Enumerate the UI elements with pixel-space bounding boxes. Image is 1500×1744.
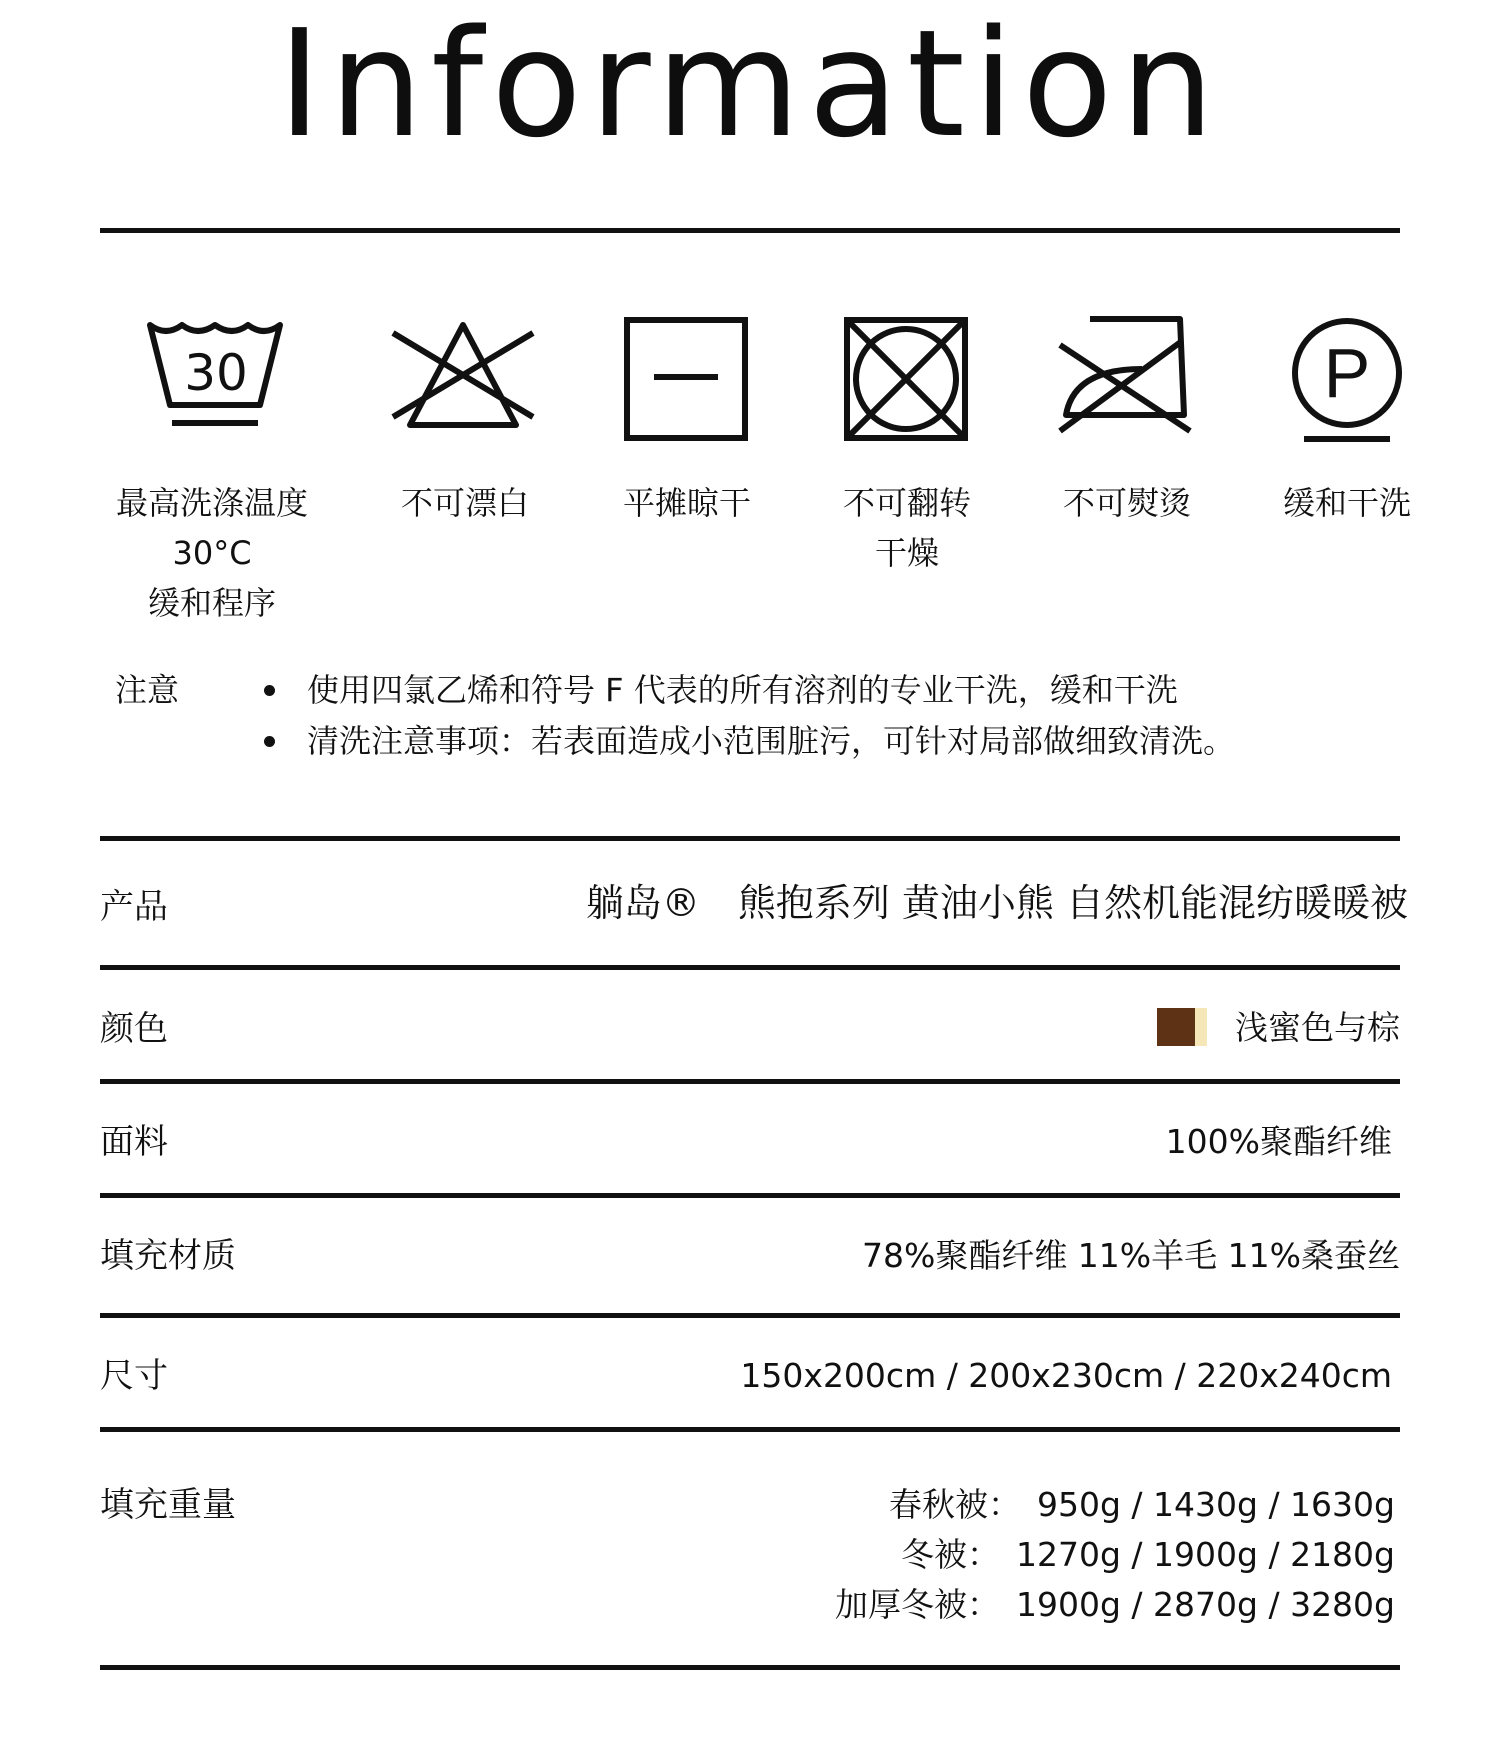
- care-text: 不可翻转: [842, 484, 971, 522]
- weight-line-name: 春秋被：: [889, 1485, 1021, 1524]
- divider: [100, 1079, 1400, 1084]
- weight-line-name: 加厚冬被：: [835, 1585, 1001, 1624]
- care-label-wash: [97, 478, 327, 628]
- swatch-dark: [1157, 1008, 1195, 1046]
- size-label: 尺寸: [100, 1356, 168, 1396]
- wash-temp: 30: [184, 344, 248, 402]
- weight-line-value: 1900g / 2870g / 3280g: [1016, 1585, 1395, 1624]
- care-text: 缓和干洗: [1282, 484, 1411, 522]
- dry-clean-p-gentle-icon: [1272, 315, 1422, 445]
- color-label: 颜色: [100, 1009, 168, 1049]
- divider: [100, 965, 1400, 970]
- color-swatch: [1157, 1008, 1207, 1046]
- page-title: Information: [277, 0, 1223, 170]
- divider: [100, 836, 1400, 841]
- filling-label: 填充材质: [100, 1236, 236, 1276]
- fabric-value: 100%聚酯纤维: [1165, 1122, 1392, 1161]
- notes-label: 注意: [115, 671, 180, 709]
- weight-line: [835, 1530, 1395, 1580]
- care-text: 最高洗涤温度: [115, 484, 308, 522]
- weight-line: [835, 1580, 1395, 1630]
- care-text: 不可熨烫: [1062, 484, 1191, 522]
- weight-line-value: 1270g / 1900g / 2180g: [1016, 1535, 1395, 1574]
- divider: [100, 1427, 1400, 1432]
- care-label-dry-clean: [1232, 478, 1462, 528]
- note-text: 使用四氯乙烯和符号 F 代表的所有溶剂的专业干洗，缓和干洗: [307, 671, 1178, 709]
- no-bleach-icon: [388, 315, 538, 445]
- no-iron-icon: [1052, 315, 1202, 445]
- dry-flat-icon: [612, 315, 762, 445]
- care-label-tumble: [792, 478, 1022, 578]
- swatch-light: [1195, 1008, 1207, 1046]
- color-value: 浅蜜色与棕: [1235, 1008, 1400, 1047]
- care-label-iron: [1012, 478, 1242, 528]
- product-label: 产品: [100, 887, 168, 927]
- no-tumble-dry-icon: [832, 315, 982, 445]
- note-item: [265, 665, 1178, 715]
- divider: [100, 228, 1400, 233]
- weight-line-name: 冬被：: [901, 1535, 1001, 1574]
- divider: [100, 1313, 1400, 1318]
- note-text: 清洗注意事项：若表面造成小范围脏污，可针对局部做细致清洗。: [307, 722, 1236, 760]
- dry-clean-letter: P: [1323, 334, 1371, 412]
- care-label-bleach: [350, 478, 580, 528]
- care-text: 缓和程序: [147, 584, 276, 622]
- wash-30-gentle-icon: [140, 315, 290, 445]
- weight-values: [835, 1480, 1395, 1630]
- weight-line-value: 950g / 1430g / 1630g: [1037, 1485, 1395, 1524]
- color-value-group: [1157, 1003, 1400, 1053]
- fabric-label: 面料: [100, 1122, 168, 1162]
- note-item: [265, 716, 1235, 766]
- weight-line: [835, 1480, 1395, 1530]
- product-value: 躺岛® 熊抱系列 黄油小熊 自然机能混纺暖暖被: [585, 881, 1408, 925]
- divider: [100, 1193, 1400, 1198]
- weight-label: 填充重量: [100, 1485, 236, 1525]
- care-text: 30°C: [172, 534, 252, 572]
- size-value: 150x200cm / 200x230cm / 220x240cm: [740, 1356, 1392, 1395]
- care-text: 干燥: [874, 534, 939, 572]
- care-text: 不可漂白: [400, 484, 529, 522]
- filling-value: 78%聚酯纤维 11%羊毛 11%桑蚕丝: [861, 1236, 1400, 1275]
- care-label-dry-flat: [572, 478, 802, 528]
- divider: [100, 1665, 1400, 1670]
- care-text: 平摊晾干: [622, 484, 751, 522]
